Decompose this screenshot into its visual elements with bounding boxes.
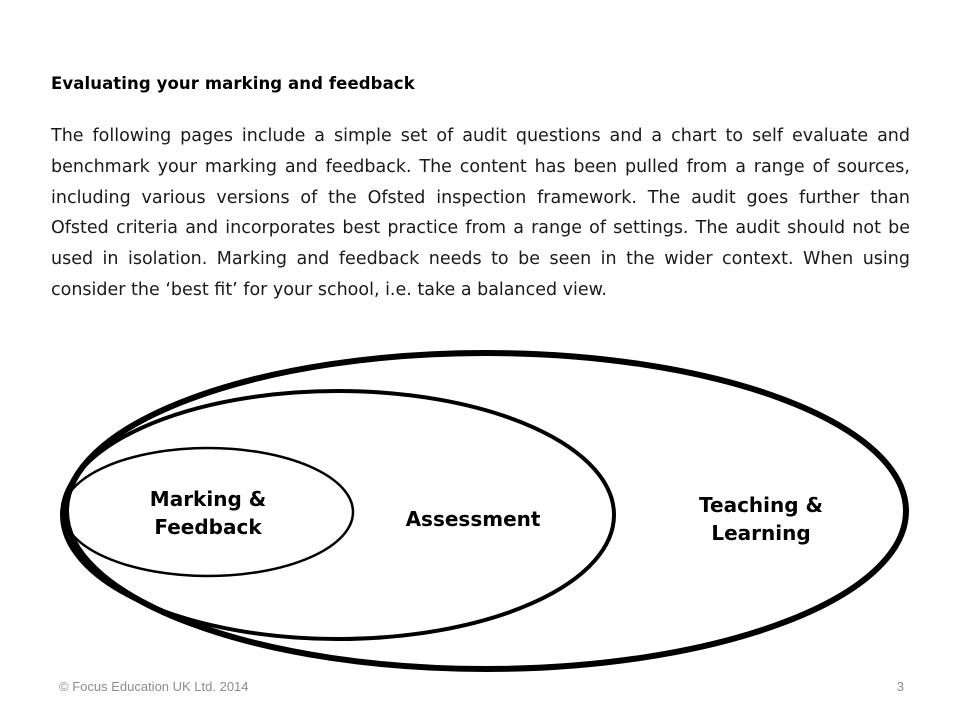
- intro-paragraph: The following pages include a simple set of audit questions and a chart to self evaluate and benchmark your marking and feedback. The content has been pulled from a range of sources, including various versions of the Ofsted inspection framework. The audit goes further than Ofsted criteria and incorporates best practice from a range of settings. The audit should not be used in isolation. Marking and feedback needs to be seen in the wider context. When using consider the ‘best fit’ for your school, i.e. take a balanced view.: [51, 126, 910, 300]
- page-number: 3: [896, 679, 904, 694]
- marking-feedback-label: Marking & Feedback: [149, 487, 267, 539]
- copyright-notice: © Focus Education UK Ltd. 2014: [59, 679, 249, 694]
- page-title: Evaluating your marking and feedback: [51, 74, 415, 93]
- assessment-label: Assessment: [405, 507, 541, 531]
- teaching-learning-label: Teaching & Learning: [699, 493, 823, 545]
